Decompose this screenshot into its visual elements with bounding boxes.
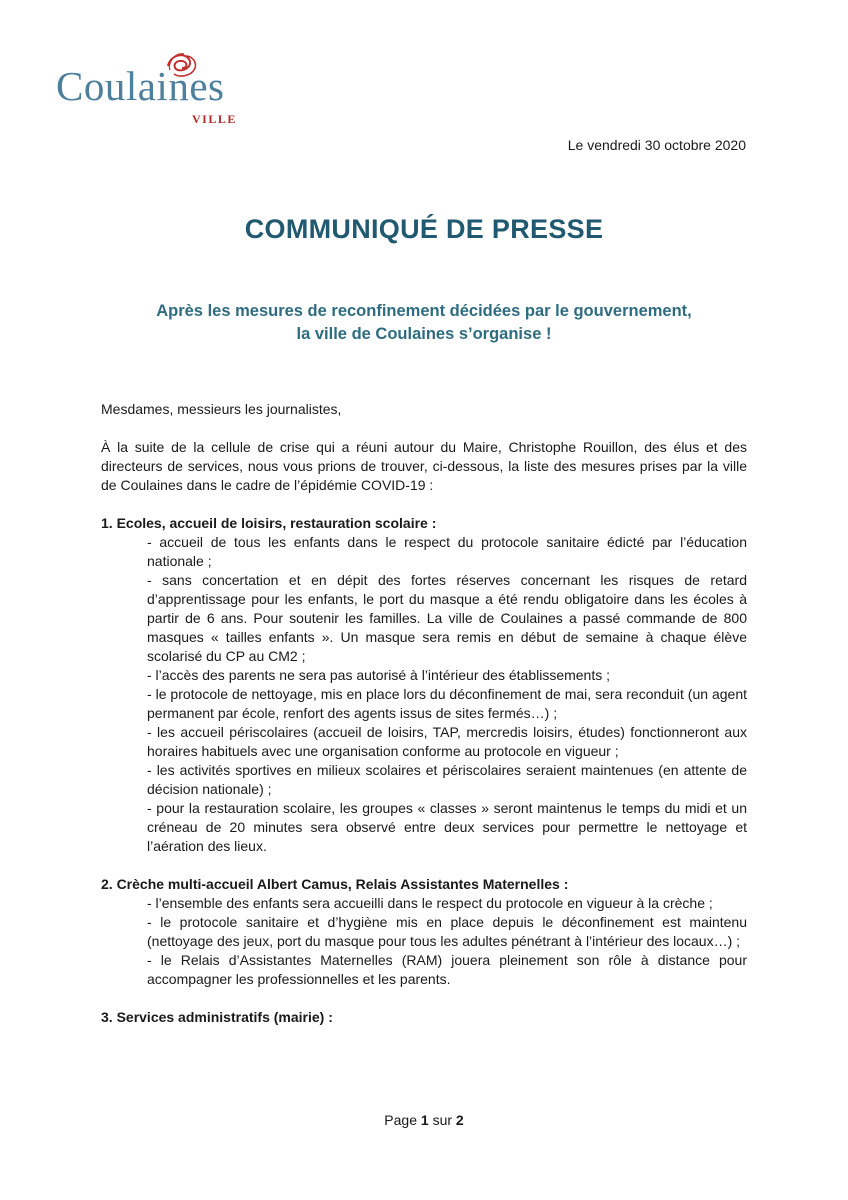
page-sep: sur: [432, 1112, 453, 1128]
list-item: - pour la restauration scolaire, les groupes « classes » seront maintenus le temps du midi et un créneau de 20 minutes sera observé entre deux services pour permettre le nettoyage et l’aération des lieux.: [147, 800, 747, 854]
list-item: - l’ensemble des enfants sera accueilli dans le respect du protocole en vigueur à la crèche ;: [147, 895, 713, 911]
subtitle-line-2: la ville de Coulaines s’organise !: [296, 325, 552, 343]
section-heading: 3. Services administratifs (mairie) :: [101, 1009, 333, 1025]
document-date: Le vendredi 30 octobre 2020: [567, 137, 746, 153]
measure-list: [147, 533, 747, 856]
document-body: [101, 400, 747, 1046]
logo-name: Coulaines: [56, 63, 225, 109]
page-subtitle: [0, 300, 848, 346]
section-creche: [101, 875, 747, 989]
section-heading: 1. Ecoles, accueil de loisirs, restauration scolaire :: [101, 515, 437, 531]
section-admin: [101, 1008, 747, 1027]
section-schools: [101, 514, 747, 856]
list-item: - les accueil périscolaires (accueil de loisirs, TAP, mercredis loisirs, études) fonctionneront aux horaires habituels avec une organisation conforme au protocole en vigueur ;: [147, 724, 747, 759]
list-item: - le protocole de nettoyage, mis en place lors du déconfinement de mai, sera reconduit (un agent permanent par école, renfort des agents issus de sites fermés…) ;: [147, 686, 747, 721]
section-heading: 2. Crèche multi-accueil Albert Camus, Relais Assistantes Maternelles :: [101, 876, 569, 892]
list-item: - le Relais d’Assistantes Maternelles (RAM) jouera pleinement son rôle à distance pour accompagner les professionnelles et les parents.: [147, 952, 747, 987]
coulaines-logo: [56, 50, 256, 130]
list-item: - l’accès des parents ne sera pas autorisé à l’intérieur des établissements ;: [147, 667, 611, 683]
page-number: [0, 1112, 848, 1128]
intro-paragraph: À la suite de la cellule de crise qui a réuni autour du Maire, Christophe Rouillon, des élus et des directeurs de services, nous vous prions de trouver, ci-dessous, la liste des mesures prises par la ville de Coulaines dans le cadre de l’épidémie COVID-19 :: [101, 439, 747, 493]
page-title: COMMUNIQUÉ DE PRESSE: [244, 214, 604, 244]
list-item: - les activités sportives en milieux scolaires et périscolaires seraient maintenues (en attente de décision nationale) ;: [147, 762, 747, 797]
page-total: 2: [455, 1112, 464, 1128]
measure-list: [147, 894, 747, 989]
page-current: 1: [420, 1112, 429, 1128]
logo-subtitle: VILLE: [192, 112, 237, 126]
subtitle-line-1: Après les mesures de reconfinement décidées par le gouvernement,: [156, 302, 692, 320]
list-item: - sans concertation et en dépit des fortes réserves concernant les risques de retard d’apprentissage pour les enfants, le port du masque a été rendu obligatoire dans les écoles à partir de 6 ans. Pour soutenir les familles. La ville de Coulaines a passé commande de 800 masques « tailles enfants ». Un masque sera remis en début de semaine à chaque élève scolarisé du CP au CM2 ;: [147, 572, 747, 664]
list-item: - accueil de tous les enfants dans le respect du protocole sanitaire édicté par l’éducation nationale ;: [147, 534, 747, 569]
greeting: Mesdames, messieurs les journalistes,: [101, 401, 342, 417]
page-label: Page: [384, 1112, 417, 1128]
list-item: - le protocole sanitaire et d’hygiène mis en place depuis le déconfinement est maintenu (nettoyage des jeux, port du masque pour tous les adultes pénétrant à l’intérieur des locaux…) ;: [147, 914, 747, 949]
